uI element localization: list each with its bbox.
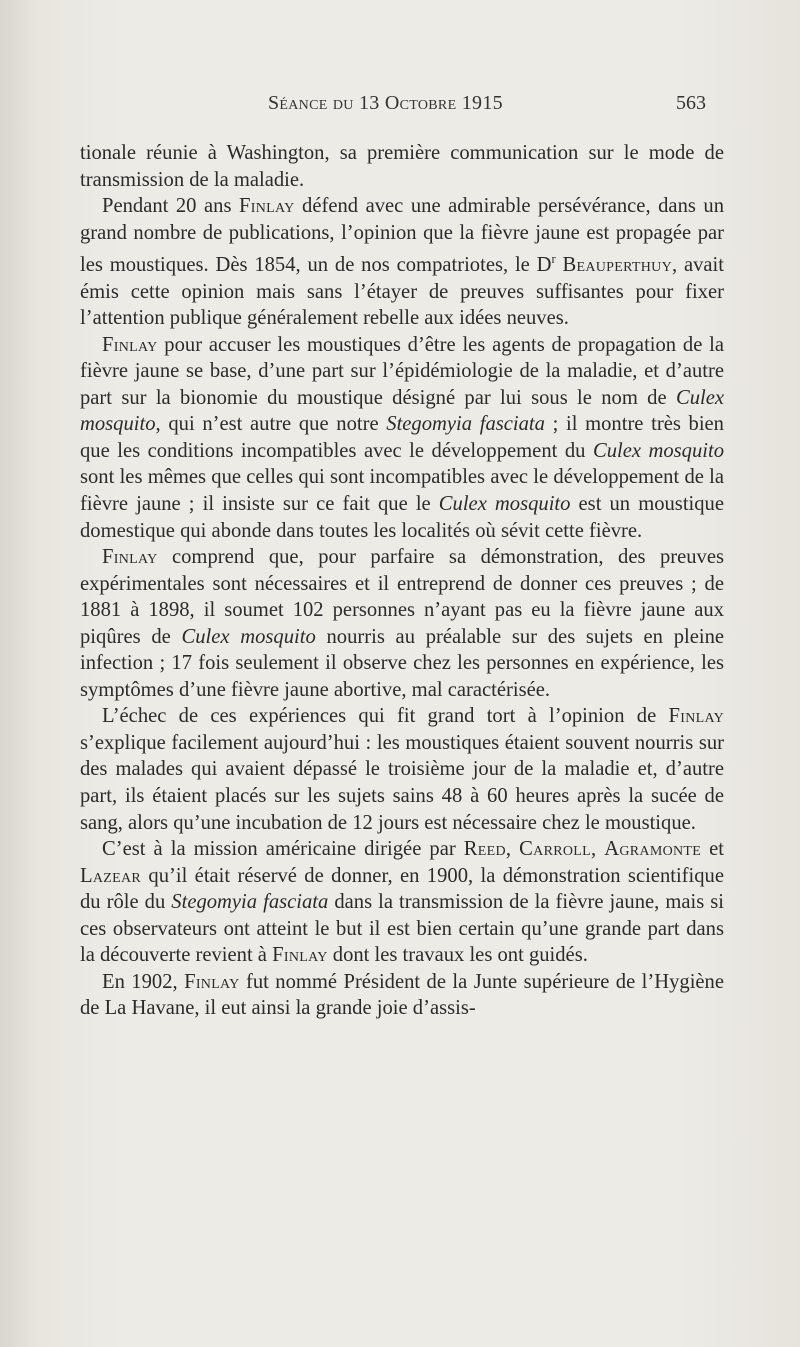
name-smallcaps: Finlay <box>102 546 158 569</box>
text-run: En 1902, <box>102 970 185 993</box>
running-head: Séance du 13 Octobre 1915 <box>268 92 503 114</box>
text-run: nourris au préalable sur des sujets en pleine infection ; 17 fois seulement il observe chez les personnes en expérience, les symptômes d’une fièvre jaune abortive, mal caractérisée. <box>80 625 725 701</box>
body-text <box>80 140 724 1022</box>
species-italic: Stegomyia fasciata <box>171 891 329 914</box>
page-header <box>0 92 800 122</box>
text-run: sont les mêmes que celles qui sont incompatibles avec le développement de la fièvre jaune ; il insiste sur ce fait que le <box>80 466 724 515</box>
paragraph <box>80 332 724 544</box>
text-run: tionale réunie à Washington, sa première communication sur le mode de transmission de la maladie. <box>80 142 724 191</box>
text-run: C’est à la mission américaine dirigée par <box>102 838 464 861</box>
text-run: qu’il était réservé de donner, en 1900, la démonstration scientifique du rôle du <box>80 864 724 914</box>
name-smallcaps: Finlay <box>184 970 240 993</box>
paragraph <box>80 544 724 703</box>
name-smallcaps: Reed <box>463 838 506 861</box>
name-smallcaps: Lazear <box>80 864 142 887</box>
name-smallcaps: Beauperthuy <box>562 254 672 277</box>
text-run: et <box>701 838 725 861</box>
paragraph <box>80 703 724 836</box>
text-run: L’échec de ces expériences qui fit grand tort à l’opinion de <box>102 705 669 728</box>
name-smallcaps: Carroll <box>519 838 591 861</box>
species-italic: Culex mosquito <box>592 439 725 462</box>
page-number: 563 <box>676 92 706 114</box>
text-run: r <box>551 252 556 267</box>
text-run: s’explique facilement aujourd’hui : les moustiques étaient souvent nourris sur des malades qui avaient dépassé le troisième jour de la maladie et, d’autre part, ils étaient placés sur les sujets sains 48 à 60 heures après la sucée de sang, alors qu’une incubation de 12 jours est nécessaire chez le moustique. <box>80 731 724 834</box>
text-run: comprend que, pour parfaire sa démonstration, des preuves expérimentales sont nécessaires et il entreprend de donner ces preuves ; de 1881 à 1898, il soumet 102 personnes n’ayant pas eu la fièvre jaune aux piqûres de <box>80 546 724 648</box>
species-italic: Stegomyia fasciata <box>386 413 545 436</box>
text-run: , qui n’est autre que notre <box>155 413 387 436</box>
species-italic: Culex mosquito <box>80 386 724 436</box>
text-run: dont les travaux les ont guidés. <box>327 944 588 967</box>
text-run: , <box>505 838 520 861</box>
species-italic: Culex mosquito <box>438 492 571 515</box>
name-smallcaps: Finlay <box>102 333 158 356</box>
paragraph <box>80 969 724 1022</box>
text-run: est un moustique domestique qui abonde dans toutes les localités où sévit cette fièvre. <box>80 492 724 542</box>
text-run: dans la transmission de la fièvre jaune, mais si ces observateurs ont atteint le but il est bien certain qu’une grande part dans la découverte revient à <box>80 891 724 967</box>
name-smallcaps: Finlay <box>239 195 295 218</box>
text-run: , <box>590 838 605 861</box>
paragraph <box>80 836 724 969</box>
text-run: ; il montre très bien que les conditions incompatibles avec le développement du <box>80 413 724 462</box>
name-smallcaps: Finlay <box>668 705 724 728</box>
paragraph <box>80 193 724 332</box>
text-run: , avait émis cette opinion mais sans l’étayer de preuves suffisantes pour fixer l’attention publique généralement rebelle aux idées neuves. <box>80 254 724 330</box>
text-run: fut nommé Président de la Junte supérieure de l’Hygiène de La Havane, il eut ainsi la grande joie d’assis- <box>80 970 724 1020</box>
name-smallcaps: Agramonte <box>604 838 702 861</box>
text-run: défend avec une admirable persévérance, dans un grand nombre de publications, l’opinion que la fièvre jaune est propagée par les moustiques. Dès 1854, un de nos compatriotes, le D <box>80 195 725 277</box>
paragraph <box>80 140 724 193</box>
name-smallcaps: Finlay <box>272 944 328 967</box>
text-run: pour accuser les moustiques d’être les agents de propagation de la fièvre jaune se base, d’une part sur l’épidémiologie de la maladie, et d’autre part sur la bionomie du moustique désigné par lui sous le nom de <box>80 333 724 409</box>
species-italic: Culex mosquito <box>181 625 316 648</box>
text-run: Pendant 20 ans <box>102 195 239 218</box>
